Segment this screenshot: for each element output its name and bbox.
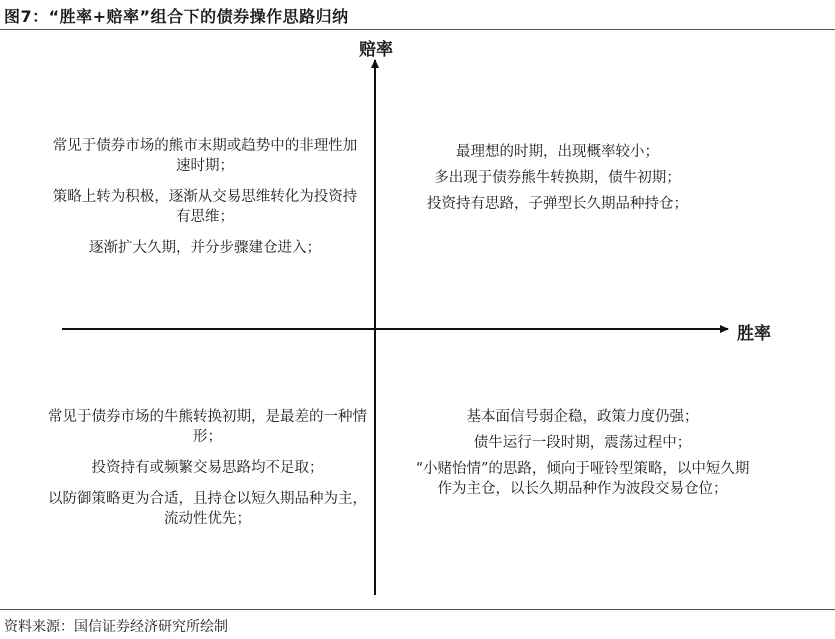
quadrant-text: 投资持有或频繁交易思路均不足取； [91, 460, 324, 476]
quadrant-text: 以防御策略更为合适，且持仓以短久期品种为主，流动性优先； [48, 491, 367, 527]
figure-title: 图7：“胜率+赔率”组合下的债券操作思路归纳 [4, 7, 349, 26]
quadrant-top-left [50, 136, 360, 269]
quadrant-text: 多出现于债券熊牛转换期，债牛初期； [434, 170, 681, 186]
quadrant-text: 逐渐扩大久期，并分步骤建仓进入； [89, 240, 321, 256]
quadrant-text: “小赌怡情”的思路，倾向于哑铃型策略，以中短久期作为主仓，以长久期品种作为波段交易仓位； [415, 461, 750, 497]
quadrant-text: 基本面信号弱企稳，政策力度仍强； [466, 409, 699, 425]
quadrant-text: 债牛运行一段时期，震荡过程中； [473, 435, 692, 451]
x-axis-label: 胜率 [737, 324, 771, 344]
quadrant-text: 最理想的时期，出现概率较小； [456, 144, 659, 160]
quadrant-bottom-right [410, 407, 755, 505]
figure-source: 资料来源：国信证券经济研究所绘制 [4, 619, 228, 635]
quadrant-text: 投资持有思路，子弹型长久期品种持仓； [427, 196, 688, 212]
quadrant-top-right [385, 142, 730, 220]
y-axis-label: 赔率 [359, 40, 393, 60]
quadrant-bottom-left [45, 407, 370, 540]
quadrant-text: 常见于债券市场的熊市末期或趋势中的非理性加速时期； [52, 138, 358, 174]
bottom-rule [0, 609, 835, 610]
quadrant-text: 策略上转为积极，逐渐从交易思维转化为投资持有思维； [52, 189, 358, 225]
quadrant-text: 常见于债券市场的牛熊转换初期，是最差的一种情形； [48, 409, 367, 445]
